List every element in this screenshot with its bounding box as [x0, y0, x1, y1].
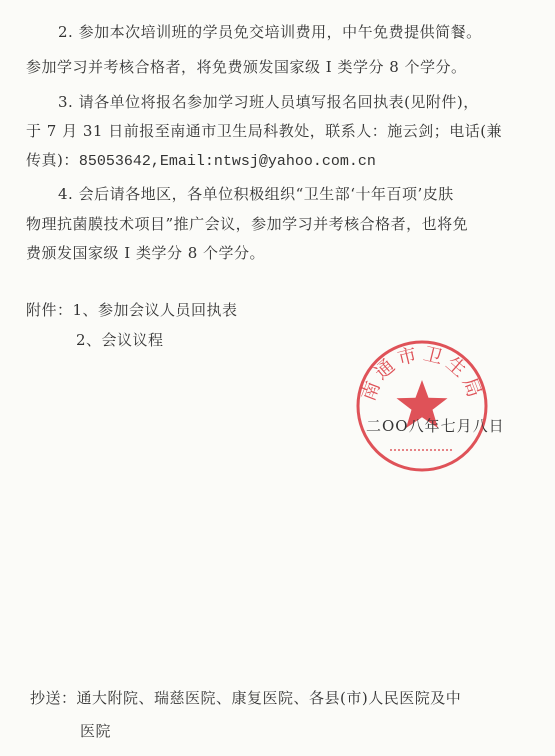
- paragraph-3-line-3: [26, 150, 376, 172]
- paragraph-2-line-2: 参加学习并考核合格者，将免费颁发国家级 I 类学分 8 个学分。: [26, 58, 467, 76]
- cc-line-2: 医院: [80, 722, 112, 740]
- contact-fax-label: 传真)：: [26, 151, 79, 169]
- cc-line-1: [30, 688, 461, 708]
- paragraph-4-line-3: 费颁发国家级 I 类学分 8 个学分。: [26, 244, 266, 262]
- paragraph-3-line-1: 3. 请各单位将报名参加学习班人员填写报名回执表(见附件)，: [58, 93, 479, 111]
- attachment-item-1: 1、参加会议人员回执表: [72, 301, 238, 319]
- attachments-label: 附件：: [26, 301, 73, 319]
- cc-label: 抄送：: [30, 689, 77, 707]
- attachment-item-2: 2、会议议程: [76, 331, 164, 349]
- attachments-line-1: [26, 300, 238, 320]
- official-seal: [354, 338, 490, 474]
- paragraph-4-line-2: 物理抗菌膜技术项目”推广会议，参加学习并考核合格者，也将免: [26, 215, 469, 233]
- document-date: 二OO八年七月八日: [366, 417, 505, 435]
- contact-info: 85053642,Email:ntwsj@yahoo.com.cn: [78, 153, 376, 170]
- paragraph-2-line-1: 2. 参加本次培训班的学员免交培训费用，中午免费提供简餐。: [58, 23, 482, 41]
- paragraph-3-line-2: 于 7 月 31 日前报至南通市卫生局科教处，联系人：施云剑；电话(兼: [26, 122, 503, 140]
- seal-text: 南通市卫生局: [357, 342, 487, 405]
- paragraph-4-line-1: 4. 会后请各地区，各单位积极组织“卫生部‘十年百项’皮肤: [58, 185, 454, 203]
- cc-recipients: 通大附院、瑞慈医院、康复医院、各县(市)人民医院及中: [76, 689, 462, 707]
